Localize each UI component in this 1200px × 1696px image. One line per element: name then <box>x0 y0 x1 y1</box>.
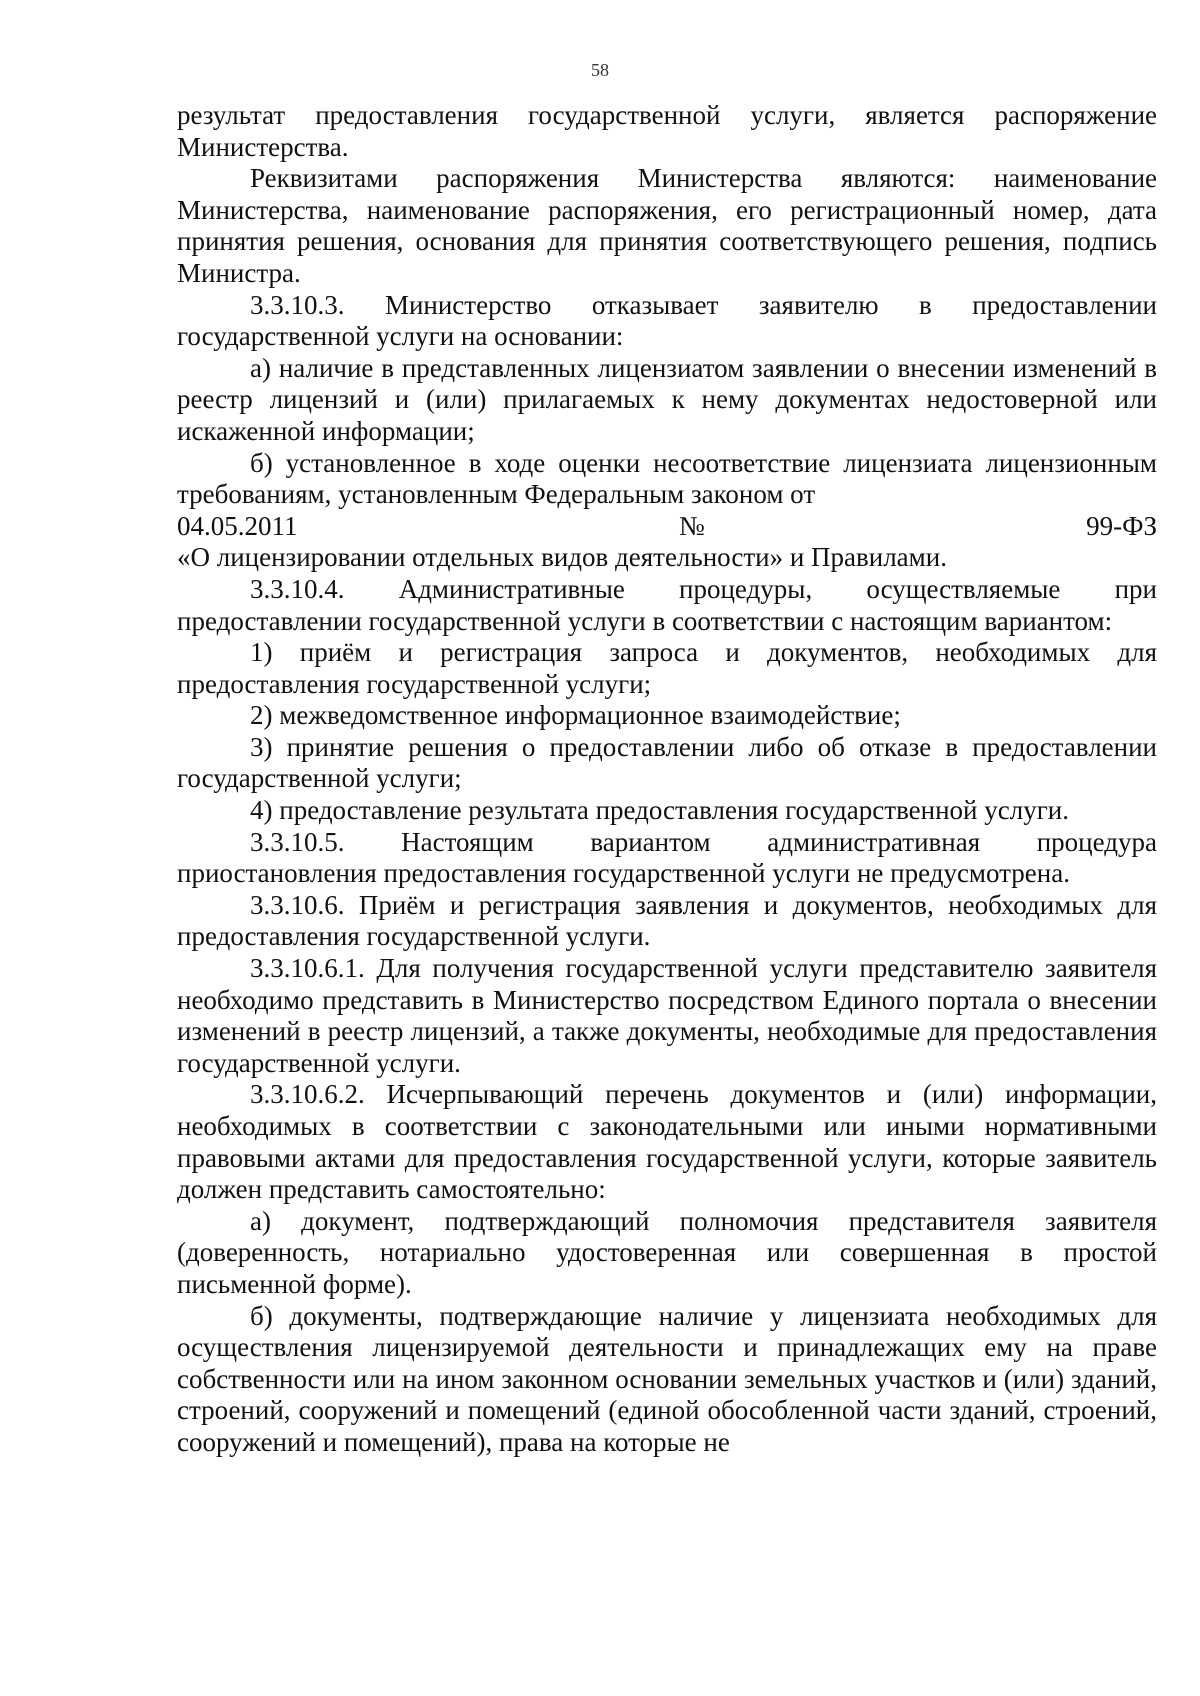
paragraph-law-title: «О лицензировании отдельных видов деятельности» и Правилами. <box>177 542 947 573</box>
law-date: 04.05.2011 <box>177 510 298 541</box>
paragraph-requisites: Реквизитами распоряжения Министерства являются: наименование Министерства, наименование распоряжения, его регистрационный номер, дата принятия решения, основания для принятия соответствующего решения, подпись Министра. <box>177 163 1157 288</box>
paragraph-step-1: 1) приём и регистрация запроса и документов, необходимых для предоставления государственной услуги; <box>177 637 1157 699</box>
law-reference-line <box>177 511 1157 543</box>
paragraph-doc-b: б) документы, подтверждающие наличие у лицензиата необходимых для осуществления лицензируемой деятельности и принадлежащих ему на праве собственности или на ином законном основании земельных участков и (или) зданий, строений, сооружений и помещений (единой обособленной части зданий, строений, сооружений и помещений), права на которые не <box>177 1300 1157 1457</box>
paragraph-item-b: б) установленное в ходе оценки несоответствие лицензиата лицензионным требованиям, установленным Федеральным законом от <box>177 447 1157 510</box>
paragraph-doc-a: а) документ, подтверждающий полномочия представителя заявителя (доверенность, нотариально удостоверенная или совершенная в простой письменной форме). <box>177 1205 1157 1299</box>
paragraph-step-4: 4) предоставление результата предоставления государственной услуги. <box>250 795 1069 826</box>
paragraph-3-3-10-5: 3.3.10.5. Настоящим вариантом административная процедура приостановления предоставления государственной услуги не предусмотрена. <box>177 826 1157 889</box>
law-number: 99-ФЗ <box>1086 510 1157 541</box>
paragraph-3-3-10-6-1: 3.3.10.6.1. Для получения государственной услуги представителю заявителя необходимо представить в Министерство посредством Единого портала о внесении изменений в реестр лицензий, а также документы, необходимые для предоставления государственной услуги. <box>177 953 1157 1078</box>
paragraph-3-3-10-6-2: 3.3.10.6.2. Исчерпывающий перечень документов и (или) информации, необходимых в соответствии с законодательными или иными нормативными правовыми актами для предоставления государственной услуги, которые заявитель должен представить самостоятельно: <box>177 1079 1157 1205</box>
page-number: 58 <box>591 60 609 80</box>
paragraph-step-3: 3) принятие решения о предоставлении либо об отказе в предоставлении государственной услуги; <box>177 731 1157 794</box>
paragraph-3-3-10-4: 3.3.10.4. Административные процедуры, осуществляемые при предоставлении государственной услуги в соответствии с настоящим вариантом: <box>177 573 1157 636</box>
law-number-sign: № <box>678 510 705 541</box>
paragraph-result: результат предоставления государственной услуги, является распоряжение Министерства. <box>177 100 1157 162</box>
paragraph-item-a: а) наличие в представленных лицензиатом заявлении о внесении изменений в реестр лицензий и (или) прилагаемых к нему документах недостоверной или искаженной информации; <box>177 352 1157 446</box>
paragraph-3-3-10-6: 3.3.10.6. Приём и регистрация заявления и документов, необходимых для предоставления государственной услуги. <box>177 889 1157 952</box>
paragraph-3-3-10-3: 3.3.10.3. Министерство отказывает заявителю в предоставлении государственной услуги на основании: <box>177 289 1157 352</box>
paragraph-step-2: 2) межведомственное информационное взаимодействие; <box>250 700 901 731</box>
document-body <box>177 100 1157 1459</box>
